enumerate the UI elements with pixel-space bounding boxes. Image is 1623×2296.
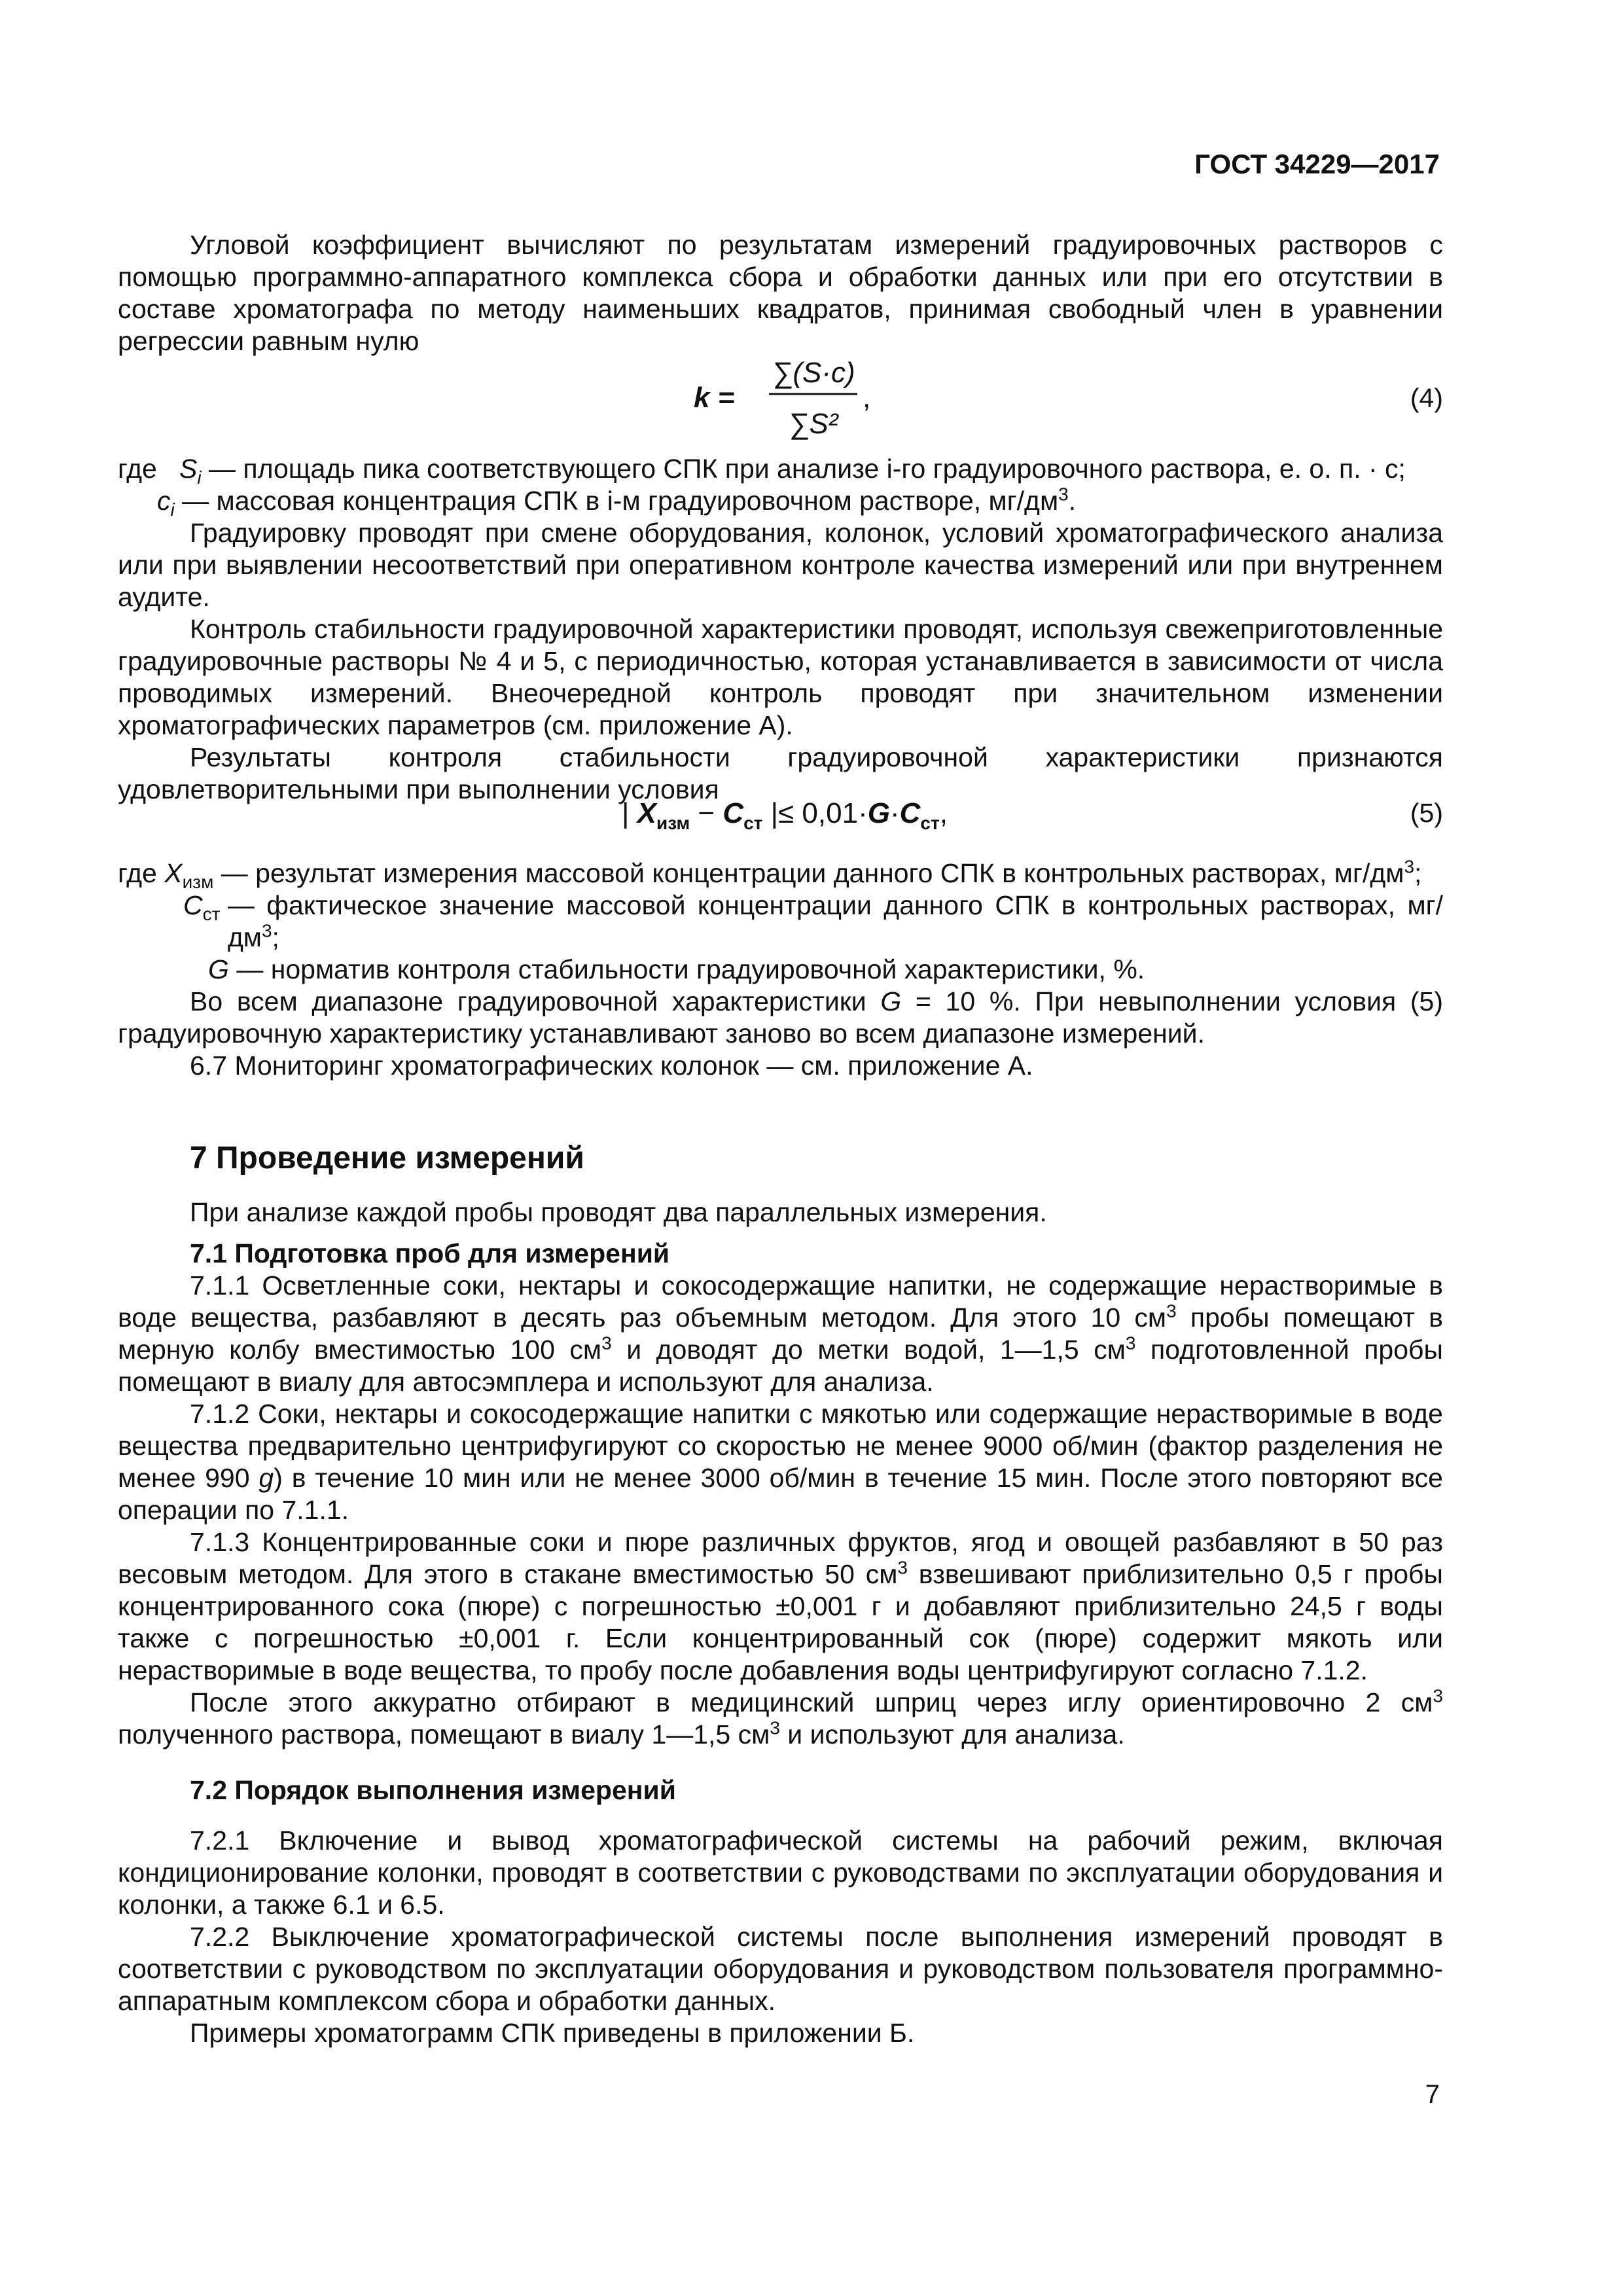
where-cst-semi: ;: [272, 922, 279, 952]
paragraph-7-2-3: Примеры хроматограмм СПК приведены в приложении Б.: [190, 2018, 915, 2048]
formula-4-denominator: ∑S²: [789, 408, 838, 440]
formula-4-graphic: [118, 342, 1443, 446]
symbol-cst: C: [183, 890, 203, 920]
formula-5-expression: [622, 797, 948, 833]
where-cst-text: — фактическое значение массовой концентрации данного СПК в контрольных растворах, мг/дм: [227, 890, 1443, 952]
paragraph-7-1-3: 7.1.3 Концентрированные соки и пюре различных фруктов, ягод и овощей разбавляют в 50 раз весовым методом. Для этого в стакане вместимостью 50 $см^3$ взвешивают приблизительно 0,5 г пробы концентрированного сока (пюре) с погрешностью ±0,001 г и добавляют приблизительно 24,5 г воды также с погрешностью ±0,001 г. Если концентрированный сок (пюре) содержит мякоть или нерастворимые в воде вещества, то пробу после добавления воды центрифугируют согласно 7.1.2.: [118, 1527, 1444, 1685]
paragraph-7-2-2: 7.2.2 Выключение хроматографической системы после выполнения измерений проводят в соответствии с руководством по эксплуатации оборудования и руководством пользователя программно-аппаратным комплексом сбора и обработки данных.: [118, 1922, 1443, 2016]
where-x-sup: 3: [1404, 856, 1415, 877]
section-7: [118, 1139, 1443, 2049]
formula-5-le: |≤ 0,01·: [762, 797, 868, 829]
range-g-symbol: G: [880, 986, 902, 1016]
stability-results-paragraph: Результаты контроля стабильности градуировочной характеристики признаются удовлетворительными при выполнении условия: [118, 742, 1443, 804]
stability-control-paragraph: Контроль стабильности градуировочной характеристики проводят, используя свежеприготовленные градуировочные растворы № 4 и 5, с периодичностью, которая устанавливается в зависимости от числа проводимых измерений. Внеочередной контроль проводят при значительном изменении хроматографических параметров (см. приложение А).: [118, 614, 1443, 740]
where-cst-sup: 3: [261, 920, 272, 941]
where-label: где: [118, 454, 157, 484]
formula-4-numerator: ∑(S·c): [772, 357, 855, 389]
page-number: 7: [1425, 2080, 1440, 2109]
formula-5-g: G: [867, 797, 890, 829]
formula-5-x: X: [637, 797, 657, 829]
symbol-s-sub: i: [197, 467, 202, 488]
text-block-2: [118, 453, 1443, 806]
formula-5-c2: C: [899, 797, 921, 829]
paragraph-7-2-1: 7.2.1 Включение и вывод хроматографической системы на рабочий режим, включая кондиционирование колонки, проводят в соответствии с руководствами по эксплуатации оборудования и колонки, а также 6.1 и 6.5.: [118, 1825, 1443, 1920]
where-s-text: — площадь пика соответствующего СПК при анализе i-го градуировочного раствора, е. о. п. · с;: [209, 454, 1406, 484]
symbol-x-sub: изм: [182, 872, 214, 893]
where-x: [118, 856, 1443, 893]
formula-5: [118, 792, 1443, 839]
formula-4-number: (4): [1410, 383, 1443, 413]
document-header: ГОСТ 34229—2017: [1194, 149, 1440, 179]
formula-5-number: (5): [1410, 798, 1443, 828]
formula-5-x-sub: изм: [656, 812, 690, 833]
formula-5-comma: ,: [939, 797, 948, 829]
symbol-x: X: [164, 858, 183, 888]
symbol-c-sub: i: [170, 499, 175, 520]
paragraph-7-1-1: 7.1.1 Осветленные соки, нектары и сокосодержащие напитки, не содержащие нерастворимые в воде вещества, разбавляют в десять раз объемным методом. Для этого 10 $см^3$ пробы помещают в мерную колбу вместимостью 100 $см^3$ и доводят до метки водой, 1—1,5 $см^3$ подготовленной пробы помещают в виалу для автосэмплера и используют для анализа.: [118, 1270, 1443, 1397]
where-c: [118, 484, 1443, 520]
where-g: [118, 954, 1443, 986]
intro-paragraph: Угловой коэффициент вычисляют по результатам измерений градуировочных растворов с помощью программно-аппаратного комплекса сбора и обработки данных или при его отсутствии в составе хроматографа по методу наименьших квадратов, принимая свободный член в уравнении регрессии равным нулю: [118, 230, 1443, 356]
paragraph-7-1-4: После этого аккуратно отбирают в медицинский шприц через иглу ориентировочно 2 $см^3$ полученного раствора, помещают в виалу 1—1,5 $см^3$ и используют для анализа.: [118, 1685, 1443, 1749]
range-paragraph: Во всем диапазоне градуировочной характеристики G = 10 %. При невыполнении условия (5) градуировочную характеристику устанавливают заново во всем диапазоне измерений.: [118, 986, 1443, 1049]
symbol-g: G: [208, 954, 229, 984]
symbol-s: S: [179, 454, 198, 484]
section-7-title: 7 Проведение измерений: [190, 1141, 584, 1175]
formula-5-c2-sub: ст: [920, 812, 940, 833]
calibration-paragraph: Градуировку проводят при смене оборудования, колонок, условий хроматографического анализа или при выявлении несоответствий при оперативном контроле качества измерений или при внутреннем аудите.: [118, 518, 1443, 612]
text-block-3: [118, 857, 1443, 1082]
where-c-end: .: [1068, 486, 1077, 516]
formula-5-c-sub: ст: [743, 812, 763, 833]
where-g-text: — норматив контроля стабильности градуировочной характеристики, %.: [236, 954, 1145, 984]
where-c-text: — массовая концентрация СПК в i-м градуировочном растворе, мг/дм: [182, 486, 1059, 516]
formula-4-lhs: k =: [694, 382, 735, 414]
paragraph-7-1-2: 7.1.2 Соки, нектары и сокосодержащие напитки с мякотью или содержащие нерастворимые в воде вещества предварительно центрифугируют со скоростью не менее 9000 об/мин (фактор разделения не менее 990 g) в течение 10 мин или не менее 3000 об/мин в течение 15 мин. После этого повторяют все операции по 7.1.1.: [118, 1399, 1443, 1525]
formula-5-bar: |: [622, 797, 637, 829]
section-7-intro: При анализе каждой пробы проводят два параллельных измерения.: [190, 1197, 1047, 1227]
where-s: [118, 453, 1443, 488]
where5-label: где: [118, 858, 157, 888]
section-7-2-title: 7.2 Порядок выполнения измерений: [190, 1775, 676, 1805]
formula-5-dot: ·: [889, 797, 900, 829]
formula-5-minus: −: [690, 797, 723, 829]
section-7-1-title: 7.1 Подготовка проб для измерений: [190, 1238, 670, 1268]
symbol-cst-sub: ст: [202, 904, 221, 925]
symbol-c: c: [157, 486, 171, 516]
formula-5-c: C: [722, 797, 744, 829]
formula-4-comma: ,: [863, 382, 871, 414]
formula-4: [118, 342, 1443, 446]
text-block-1: [118, 229, 1443, 357]
where-x-text: — результат измерения массовой концентрации данного СПК в контрольных растворах, мг/дм: [221, 858, 1404, 888]
monitoring-paragraph: 6.7 Мониторинг хроматографических колонок — см. приложение А.: [190, 1050, 1033, 1081]
where-x-semi: ;: [1414, 858, 1422, 888]
where-c-sup: 3: [1058, 484, 1069, 505]
where-cst: [118, 889, 1443, 954]
